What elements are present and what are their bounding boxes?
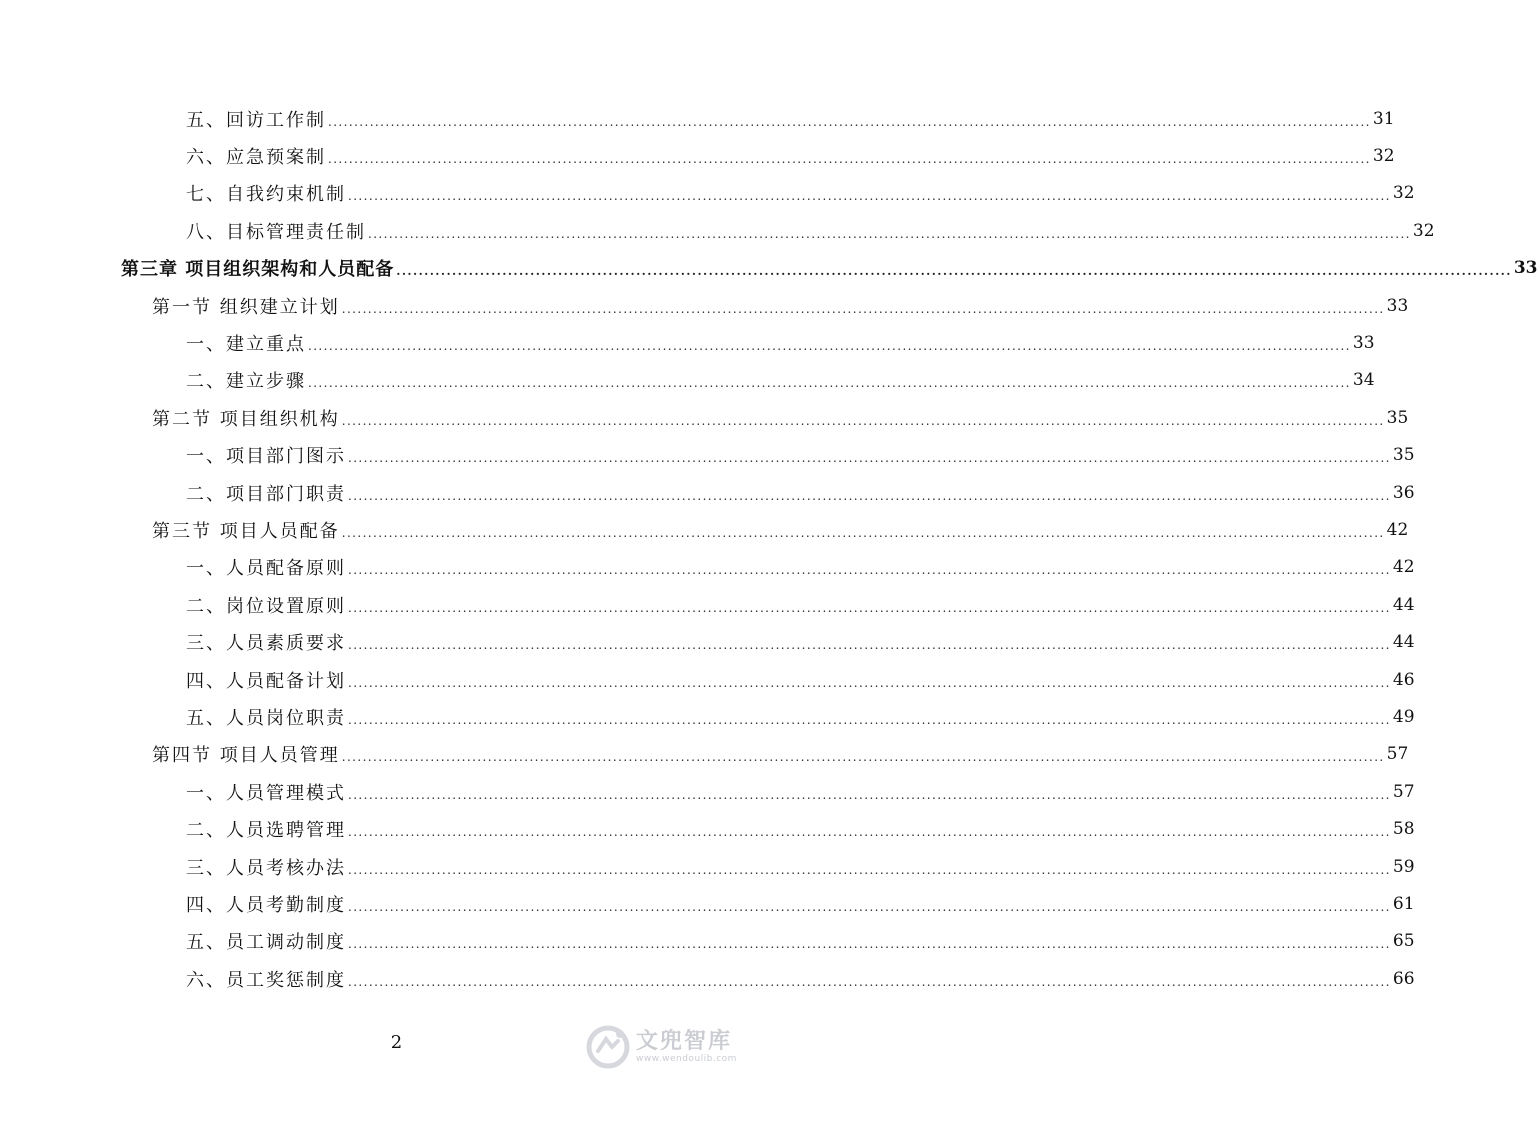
toc-entry[interactable] [0,661,1415,698]
toc-entry-label: 六、应急预案制 [186,147,326,169]
toc-entry[interactable] [0,287,1409,324]
toc-entry-label: 二、人员选聘管理 [186,820,346,842]
toc-leader-dots: ........................................................................................................................................................................................................ [348,488,1391,503]
toc-entry-label: 六、员工奖惩制度 [186,969,346,991]
toc-leader-dots: ........................................................................................................................................................................................................ [308,339,1351,354]
toc-leader-dots: ........................................................................................................................................................................................................ [348,189,1391,204]
toc-entry-label: 第三节 项目人员配备 [152,520,340,542]
toc-entry[interactable] [0,474,1415,511]
toc-entry-page: 58 [1392,819,1415,840]
toc-entry-page: 49 [1392,706,1415,727]
toc-entry[interactable] [0,324,1375,361]
toc-leader-dots: ........................................................................................................................................................................................................ [348,825,1391,840]
toc-entry-page: 35 [1386,407,1409,428]
toc-entry-page: 44 [1392,594,1415,615]
toc-leader-dots: ........................................................................................................................................................................................................ [341,301,1385,316]
wendou-logo-icon [586,1025,630,1069]
toc-entry-page: 32 [1372,146,1395,167]
toc-entry-page: 66 [1392,968,1415,989]
toc-leader-dots: ........................................................................................................................................................................................................ [328,152,1371,167]
toc-entry-page: 59 [1392,856,1415,877]
toc-leader-dots: ........................................................................................................................................................................................................ [341,750,1385,765]
toc-entry-page: 33 [1513,258,1537,279]
toc-leader-dots: ........................................................................................................................................................................................................ [348,600,1391,615]
toc-entry-page: 33 [1386,295,1409,316]
toc-entry-page: 42 [1386,519,1409,540]
toc-leader-dots: ........................................................................................................................................................................................................ [348,937,1391,952]
toc-entry-page: 61 [1392,893,1415,914]
toc-entry[interactable] [0,212,1435,249]
toc-leader-dots: ........................................................................................................................................................................................................ [348,675,1391,690]
toc-entry-label: 七、自我约束机制 [186,184,346,206]
toc-entry[interactable] [0,437,1415,474]
watermark-url: www.wendoulib.com [636,1054,737,1064]
toc-entry-label: 八、目标管理责任制 [186,221,366,243]
toc-entry-label: 五、回访工作制 [186,109,326,131]
toc-entry-label: 一、人员管理模式 [186,782,346,804]
toc-entry[interactable] [0,175,1415,212]
toc-entry[interactable] [0,549,1415,586]
toc-entry[interactable] [0,736,1409,773]
watermark-name: 文兜智库 [636,1029,733,1054]
toc-leader-dots: ........................................................................................................................................................................................................ [348,862,1391,877]
table-of-contents [0,100,1537,997]
toc-entry-label: 第四节 项目人员管理 [152,745,340,767]
toc-entry-label: 二、建立步骤 [186,371,306,393]
toc-entry-page: 42 [1392,557,1415,578]
toc-entry[interactable] [0,848,1415,885]
toc-leader-dots: ........................................................................................................................................................................................................ [348,712,1391,727]
toc-entry-page: 34 [1352,370,1375,391]
toc-entry-label: 第一节 组织建立计划 [152,296,340,318]
toc-leader-dots: ........................................................................................................................................................................................................ [348,899,1391,914]
toc-leader-dots: ........................................................................................................................................................................................................ [348,563,1391,578]
toc-entry-page: 32 [1392,183,1415,204]
watermark-logo [586,1022,756,1072]
toc-entry-page: 57 [1386,744,1409,765]
toc-leader-dots: ........................................................................................................................................................................................................ [341,413,1385,428]
toc-entry-page: 31 [1372,108,1395,129]
toc-entry-page: 46 [1392,669,1415,690]
toc-entry[interactable] [0,885,1415,922]
toc-entry[interactable] [0,399,1409,436]
toc-entry-label: 一、项目部门图示 [186,446,346,468]
toc-entry-label: 四、人员考勤制度 [186,894,346,916]
toc-entry[interactable] [0,250,1537,287]
toc-entry[interactable] [0,511,1409,548]
toc-entry[interactable] [0,137,1395,174]
toc-entry-page: 33 [1352,333,1375,354]
toc-leader-dots: ........................................................................................................................................................................................................ [348,451,1391,466]
toc-entry-label: 四、人员配备计划 [186,670,346,692]
toc-entry-label: 五、人员岗位职责 [186,707,346,729]
toc-entry-page: 65 [1392,931,1415,952]
toc-entry[interactable] [0,960,1415,997]
toc-entry-label: 二、项目部门职责 [186,483,346,505]
toc-leader-dots: ........................................................................................................................................................................................................ [348,974,1391,989]
toc-entry[interactable] [0,773,1415,810]
toc-entry-page: 32 [1412,220,1435,241]
toc-entry-label: 三、人员素质要求 [186,633,346,655]
toc-entry[interactable] [0,923,1415,960]
toc-entry-label: 第二节 项目组织机构 [152,408,340,430]
toc-leader-dots: ........................................................................................................................................................................................................ [348,638,1391,653]
toc-entry[interactable] [0,623,1415,660]
toc-entry-page: 57 [1392,781,1415,802]
toc-entry-label: 五、员工调动制度 [186,932,346,954]
toc-entry-label: 一、建立重点 [186,334,306,356]
toc-leader-dots: ........................................................................................................................................................................................................ [328,114,1371,129]
toc-entry-label: 二、岗位设置原则 [186,595,346,617]
toc-entry-page: 36 [1392,482,1415,503]
toc-entry-label: 三、人员考核办法 [186,857,346,879]
toc-leader-dots: ........................................................................................................................................................................................................ [396,264,1512,279]
toc-entry-label: 第三章 项目组织架构和人员配备 [121,259,395,281]
toc-entry[interactable] [0,698,1415,735]
page-number: 2 [390,1032,403,1053]
toc-leader-dots: ........................................................................................................................................................................................................ [368,226,1411,241]
toc-entry-label: 一、人员配备原则 [186,558,346,580]
toc-leader-dots: ........................................................................................................................................................................................................ [341,525,1385,540]
toc-leader-dots: ........................................................................................................................................................................................................ [348,787,1391,802]
toc-entry-page: 35 [1392,445,1415,466]
toc-entry[interactable] [0,362,1375,399]
toc-entry[interactable] [0,586,1415,623]
toc-leader-dots: ........................................................................................................................................................................................................ [308,376,1351,391]
toc-entry-page: 44 [1392,632,1415,653]
toc-entry[interactable] [0,810,1415,847]
toc-entry[interactable] [0,100,1395,137]
